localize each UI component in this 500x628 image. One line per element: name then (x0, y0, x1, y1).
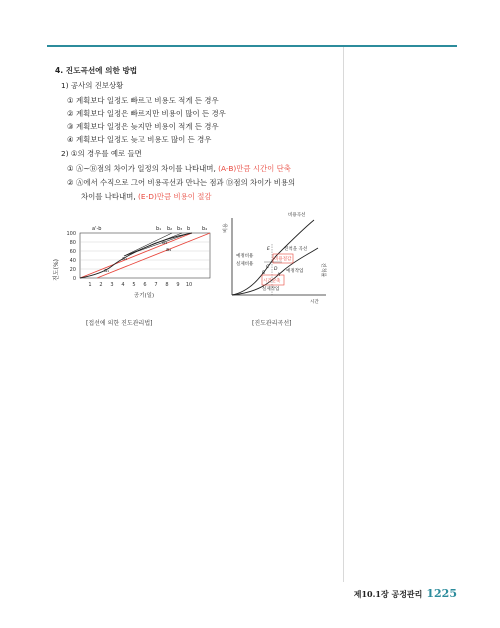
time-axis-label: 시간 (310, 300, 319, 305)
left-x-label: 공기(일) (133, 293, 155, 299)
y-tick: 60 (69, 249, 76, 255)
point-label: b₄ (202, 226, 208, 232)
x-tick: 9 (176, 282, 180, 288)
list-item: ③ 계획보다 일정은 늦지만 비용이 적게 든 경우 (67, 122, 219, 131)
x-tick: 10 (185, 282, 193, 288)
point-label: b₁ (156, 226, 162, 232)
subheading-2: 2) ①의 경우를 예로 들면 (61, 149, 142, 158)
point-A: A (277, 273, 281, 278)
list-item: ② 계획보다 일정은 빠르지만 비용이 많이 든 경우 (67, 109, 226, 118)
tangent-line (80, 233, 192, 278)
column-divider (343, 47, 344, 582)
right-figure-caption: [진도관리곡선] (252, 320, 292, 327)
example-line-3 (81, 193, 212, 200)
actual-cost-label: 실제비용 (236, 262, 254, 267)
point-label: a'-b (92, 226, 102, 232)
point-label: a₁ (104, 268, 110, 274)
left-y-label: 진도(%) (53, 259, 60, 281)
example-1-text: ① Ⓐ~Ⓑ점의 차이가 일정의 차이를 나타내며, (67, 164, 219, 173)
y-tick: 40 (69, 258, 76, 264)
example-1-highlight: (A-B)만큼 시간이 단축 (218, 164, 291, 173)
example-2-text: 차이를 나타내며, (81, 192, 139, 201)
section-heading: 4. 진도곡선에 의한 방법 (55, 66, 138, 75)
point-label: a₄ (166, 247, 172, 253)
header-rule (47, 45, 457, 47)
point-D: D (274, 267, 278, 272)
point-label: a₃ (162, 240, 168, 246)
page-footer (354, 582, 457, 601)
point-label: b₂ (167, 226, 173, 232)
actual-work-label: 실제작업 (262, 287, 280, 292)
cost-saving-label: 비용절감 (274, 257, 292, 262)
list-item: ① 계획보다 일정도 빠르고 비용도 적게 든 경우 (67, 96, 219, 105)
time-saving-label: 시간단축 (263, 279, 281, 284)
example-line-1 (67, 165, 291, 172)
page-number: 1225 (426, 587, 457, 600)
x-tick: 4 (121, 282, 125, 288)
x-tick: 7 (154, 282, 158, 288)
y-tick: 80 (69, 240, 76, 246)
progress-curve-label: 진척을 곡선 (284, 247, 308, 252)
point-label: a₂ (122, 256, 128, 262)
progress-control-chart (222, 210, 334, 305)
example-2-highlight: (E-D)만큼 비용이 절감 (138, 192, 212, 201)
x-tick: 1 (88, 282, 92, 288)
left-plot-frame (80, 233, 210, 278)
right-y-label-2: 진척률 (320, 262, 326, 278)
example-line-2: ② Ⓐ에서 수직으로 그어 비용곡선과 만나는 점과 Ⓓ점의 차이가 비용의 (67, 178, 296, 187)
planned-cost-label: 예정비용 (236, 254, 254, 259)
tangent-line (97, 233, 210, 278)
tangent-progress-chart (52, 220, 222, 310)
list-item: ④ 계획보다 일정도 늦고 비용도 많이 든 경우 (67, 135, 212, 144)
x-tick: 3 (110, 282, 114, 288)
y-tick: 0 (72, 276, 76, 282)
planned-work-label: 예정작업 (286, 269, 304, 274)
x-tick: 6 (143, 282, 147, 288)
chapter-title: 제10.1장 공정관리 (353, 589, 423, 599)
point-label: b₃ (177, 226, 183, 232)
x-tick: 5 (132, 282, 136, 288)
y-tick: 100 (66, 231, 76, 237)
x-tick: 2 (99, 282, 103, 288)
x-tick: 8 (165, 282, 169, 288)
point-label: b (187, 226, 191, 232)
cost-curve-label: 비용곡선 (288, 213, 306, 218)
point-B: B (262, 271, 266, 276)
y-tick: 20 (69, 267, 76, 273)
right-y-label: 비용 (223, 223, 229, 233)
point-C: C (266, 265, 270, 270)
subheading-1: 1) 공사의 진보상황 (61, 81, 124, 90)
left-figure-caption: [접선에 의한 진도관리법] (86, 320, 153, 327)
point-E: E (267, 247, 270, 252)
